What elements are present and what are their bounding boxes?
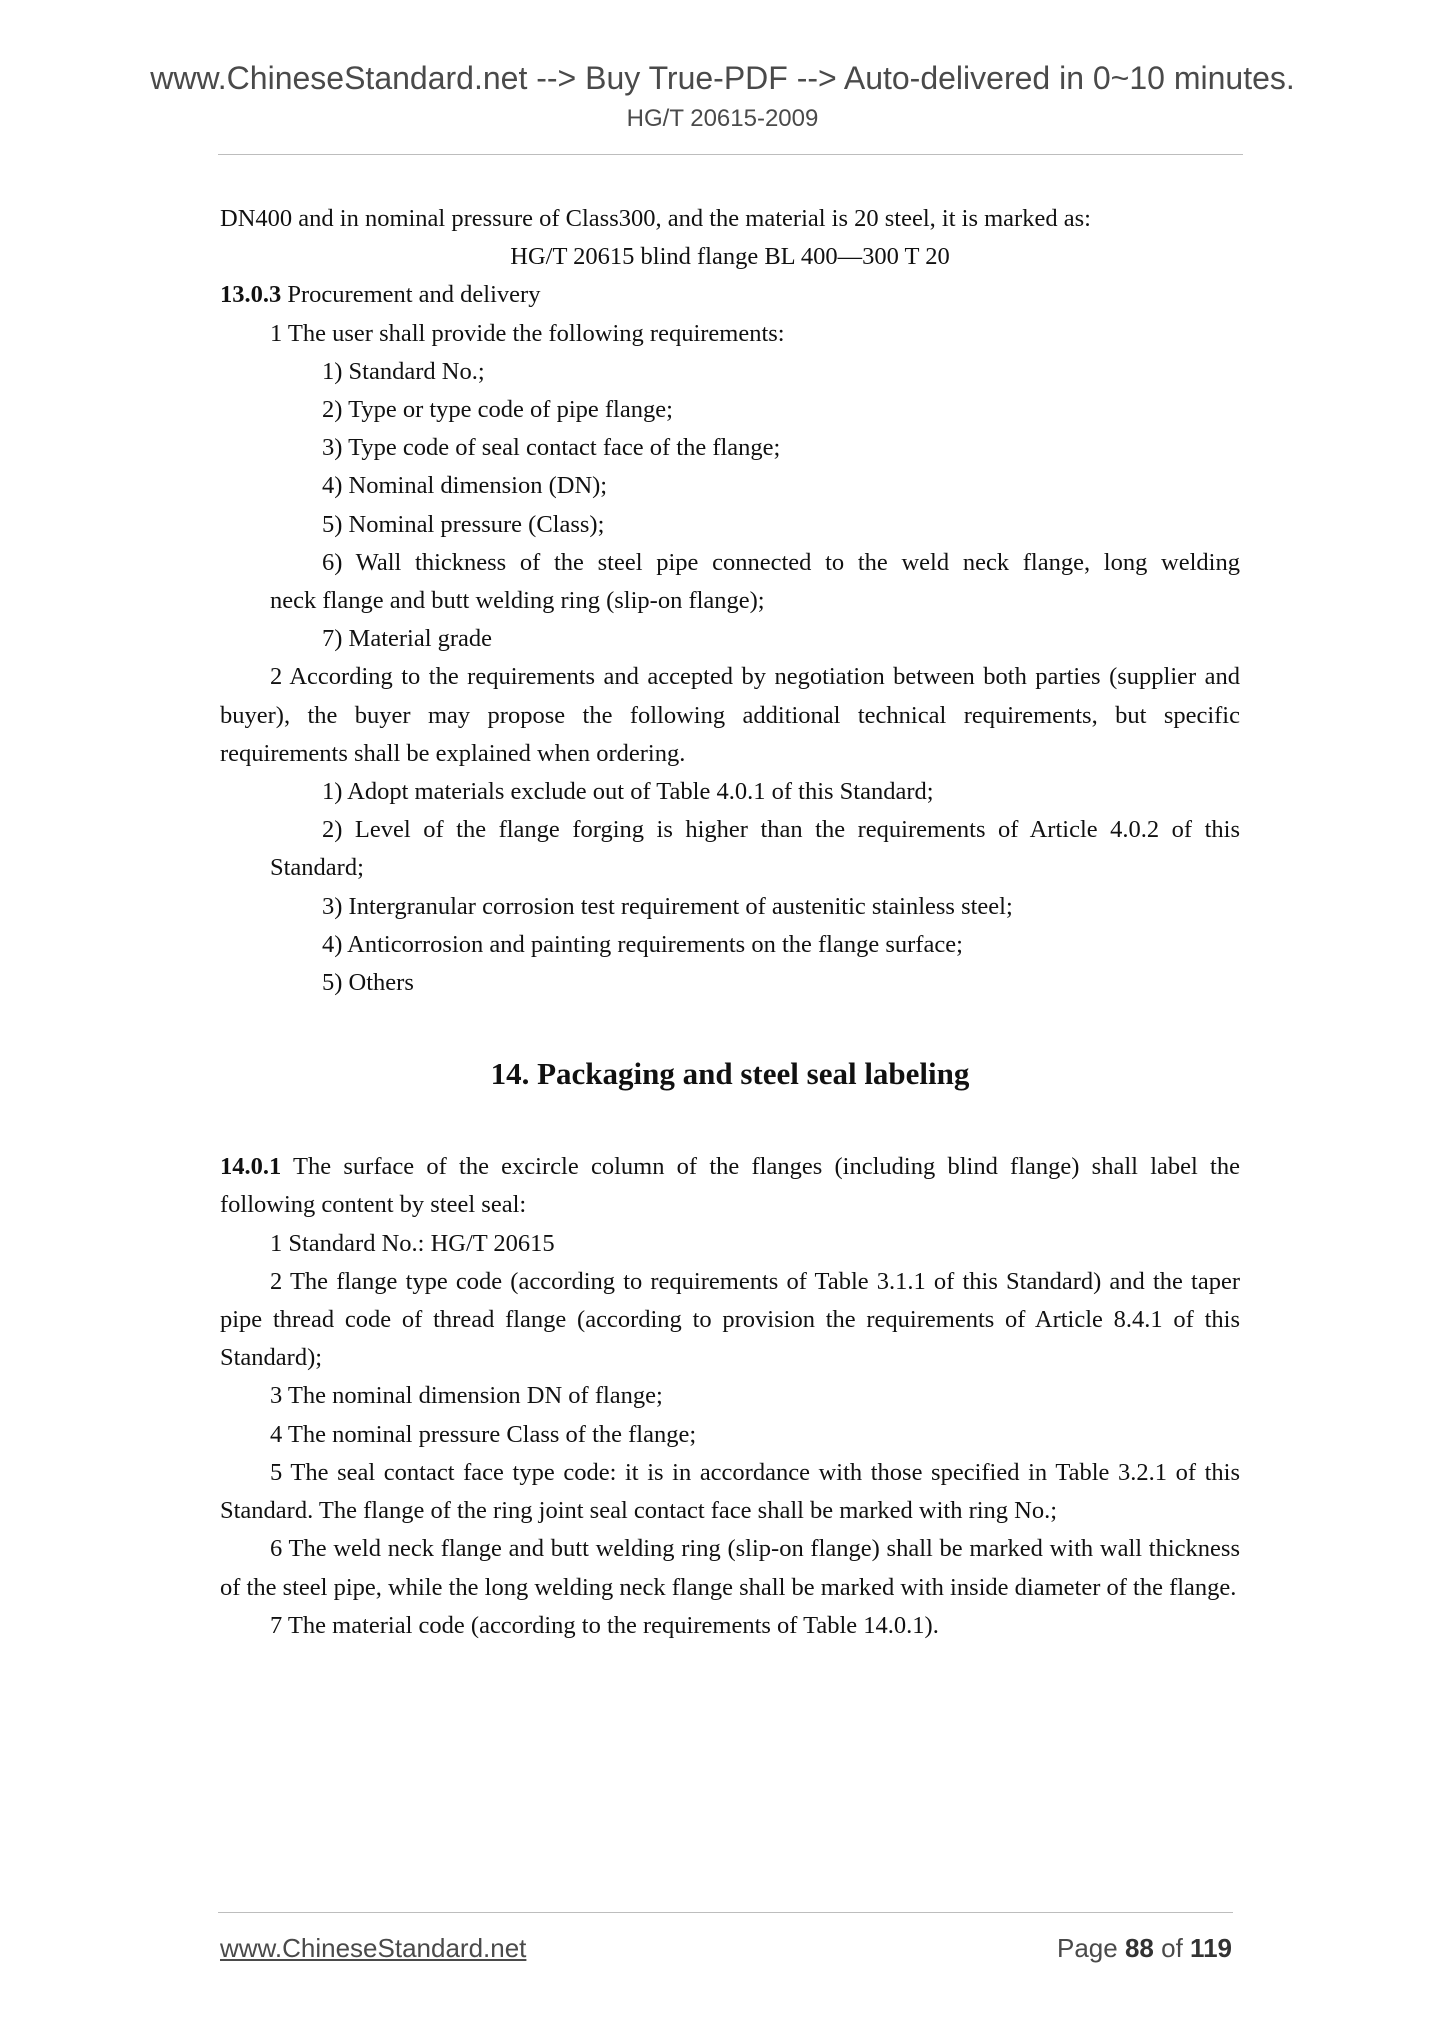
list-item: 2 According to the requirements and accepted by negotiation between both parties (supplier and buyer), the buyer may propose the following additional technical requirements, but specific requirements shall be explained when ordering. — [220, 663, 1240, 767]
list-item: 1 The user shall provide the following requirements: — [270, 319, 785, 347]
clause-14-0-1 — [220, 1148, 1240, 1224]
intro-paragraph: DN400 and in nominal pressure of Class300, and the material is 20 steel, it is marked as: — [220, 205, 1091, 232]
footer-divider — [218, 1912, 1233, 1913]
marking-example: HG/T 20615 blind flange BL 400—300 T 20 — [510, 243, 950, 271]
list-item: 4 The nominal pressure Class of the flange; — [270, 1420, 697, 1448]
list-item: 5) Nominal pressure (Class); — [322, 510, 605, 538]
list-item: 1) Adopt materials exclude out of Table 4.0.1 of this Standard; — [322, 778, 934, 806]
list-item: 7 The material code (according to the requirements of Table 14.0.1). — [270, 1611, 939, 1639]
page-total: 119 — [1190, 1933, 1232, 1963]
list-item: 3) Intergranular corrosion test requirement of austenitic stainless steel; — [322, 892, 1013, 920]
page-label: Page — [1057, 1933, 1118, 1963]
clause-13-0-3 — [220, 276, 1240, 314]
header-banner: www.ChineseStandard.net --> Buy True-PDF --> Auto-delivered in 0~10 minutes. — [150, 60, 1295, 96]
list-item: 6 The weld neck flange and butt welding ring (slip-on flange) shall be marked with wall thickness of the steel pipe, while the long welding neck flange shall be marked with inside diameter of the flange. — [220, 1535, 1240, 1601]
page-current: 88 — [1124, 1933, 1154, 1963]
list-item: 1 Standard No.: HG/T 20615 — [270, 1229, 555, 1257]
list-item: 5) Others — [322, 969, 414, 997]
list-item: 3) Type code of seal contact face of the flange; — [322, 434, 781, 462]
clause-text: The surface of the excircle column of the flanges (including blind flange) shall label the following content by steel seal: — [220, 1153, 1240, 1219]
list-item: 5 The seal contact face type code: it is in accordance with those specified in Table 3.2.1 of this Standard. The flange of the ring joint seal contact face shall be marked with ring No.; — [220, 1458, 1240, 1525]
list-item: 2) Type or type code of pipe flange; — [322, 396, 673, 424]
list-item: 4) Nominal dimension (DN); — [322, 472, 608, 500]
clause-number: 14.0.1 — [220, 1153, 282, 1181]
clause-title: Procurement and delivery — [281, 281, 541, 309]
page-number — [1057, 1932, 1232, 1964]
page-of: of — [1161, 1933, 1183, 1963]
list-item: 4) Anticorrosion and painting requirements on the flange surface; — [322, 930, 963, 958]
list-item: 6) Wall thickness of the steel pipe connected to the weld neck flange, long welding — [322, 548, 1240, 576]
header-divider — [218, 154, 1243, 155]
chapter-heading: 14. Packaging and steel seal labeling — [490, 1056, 970, 1092]
document-body — [220, 200, 1240, 1645]
list-item-continuation: neck flange and butt welding ring (slip-on flange); — [270, 587, 765, 615]
list-item: 1) Standard No.; — [322, 357, 485, 385]
footer-site-link[interactable]: www.ChineseStandard.net — [220, 1933, 527, 1963]
list-item-continuation: Standard; — [270, 854, 364, 882]
clause-number: 13.0.3 — [220, 281, 282, 309]
list-item: 3 The nominal dimension DN of flange; — [270, 1382, 663, 1410]
standard-code: HG/T 20615-2009 — [626, 105, 819, 132]
list-item: 7) Material grade — [322, 625, 493, 653]
list-item: 2) Level of the flange forging is higher than the requirements of Article 4.0.2 of this — [322, 816, 1240, 844]
list-item: 2 The flange type code (according to requirements of Table 3.1.1 of this Standard) and the taper pipe thread code of thread flange (according to provision the requirements of Article 8.4.1 of this Standard); — [220, 1267, 1240, 1372]
